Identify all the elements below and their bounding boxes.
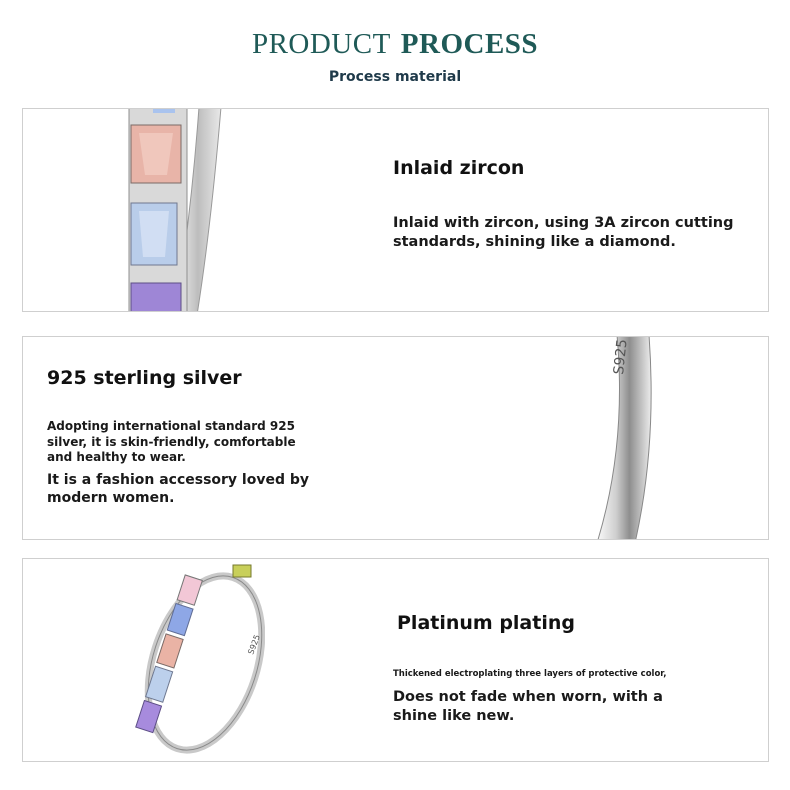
section-heading: Inlaid zircon (393, 157, 525, 179)
ring-full-view-image (115, 563, 265, 759)
s925-stamp: S925 (246, 633, 262, 656)
section-heading: 925 sterling silver (47, 367, 242, 389)
s925-stamp: S925 (611, 338, 631, 376)
section-platinum-plating (22, 558, 769, 762)
ring-band-closeup-image (583, 336, 693, 540)
title-light: PRODUCT (251, 28, 391, 60)
page-title (0, 28, 790, 61)
section-description-secondary: It is a fashion accessory loved by modern women. (47, 472, 310, 507)
section-description: Does not fade when worn, with a shine like new. (393, 689, 663, 724)
section-inlaid-zircon (22, 108, 769, 312)
page-subtitle: Process material (328, 69, 462, 85)
title-bold: PROCESS (400, 28, 539, 60)
section-sterling-silver (22, 336, 769, 540)
section-heading: Platinum plating (397, 612, 575, 634)
section-description: Inlaid with zircon, using 3A zircon cutting standards, shining like a diamond. (393, 215, 734, 250)
ring-stones-closeup-image (101, 108, 241, 312)
section-note: Thickened electroplating three layers of protective color, (393, 669, 667, 679)
section-description: Adopting international standard 925 silver, it is skin-friendly, comfortable and healthy to wear. (47, 419, 296, 465)
